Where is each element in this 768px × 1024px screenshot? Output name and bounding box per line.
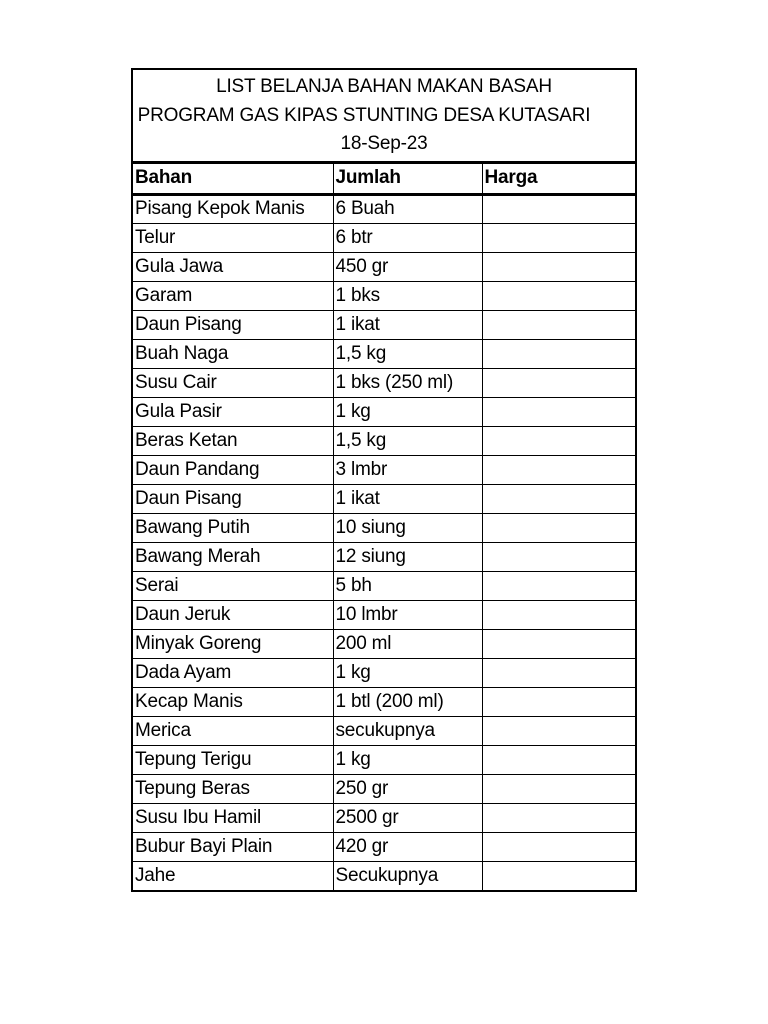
column-header-bahan: Bahan (133, 164, 333, 194)
cell-bahan: Beras Ketan (133, 426, 333, 455)
cell-harga (482, 397, 635, 426)
cell-harga (482, 368, 635, 397)
table-row (133, 803, 635, 832)
cell-bahan: Kecap Manis (133, 687, 333, 716)
cell-harga (482, 513, 635, 542)
table-row (133, 194, 635, 223)
cell-harga (482, 687, 635, 716)
cell-jumlah: 1 btl (200 ml) (333, 687, 482, 716)
title-line-2: PROGRAM GAS KIPAS STUNTING DESA KUTASARI (137, 104, 591, 126)
cell-harga (482, 223, 635, 252)
cell-jumlah: 12 siung (333, 542, 482, 571)
cell-harga (482, 455, 635, 484)
cell-bahan: Gula Jawa (133, 252, 333, 281)
cell-jumlah: 1 kg (333, 745, 482, 774)
header-row (133, 164, 635, 194)
table-row (133, 571, 635, 600)
table-row (133, 687, 635, 716)
cell-jumlah: 1,5 kg (333, 339, 482, 368)
cell-jumlah: 6 Buah (333, 194, 482, 223)
cell-jumlah: 10 lmbr (333, 600, 482, 629)
cell-bahan: Serai (133, 571, 333, 600)
table-row (133, 513, 635, 542)
table-row (133, 339, 635, 368)
cell-bahan: Susu Cair (133, 368, 333, 397)
cell-harga (482, 832, 635, 861)
table-row (133, 745, 635, 774)
cell-jumlah: 6 btr (333, 223, 482, 252)
title-block (133, 70, 635, 164)
table-row (133, 223, 635, 252)
cell-jumlah: 1 bks (333, 281, 482, 310)
table-row (133, 716, 635, 745)
title-line-1: LIST BELANJA BAHAN MAKAN BASAH (216, 76, 552, 98)
table-row (133, 658, 635, 687)
table-row (133, 397, 635, 426)
cell-harga (482, 310, 635, 339)
cell-bahan: Merica (133, 716, 333, 745)
cell-harga (482, 600, 635, 629)
cell-jumlah: 200 ml (333, 629, 482, 658)
table-row (133, 426, 635, 455)
cell-harga (482, 774, 635, 803)
table-row (133, 774, 635, 803)
cell-harga (482, 542, 635, 571)
cell-bahan: Gula Pasir (133, 397, 333, 426)
title-date: 18-Sep-23 (340, 132, 428, 154)
cell-harga (482, 339, 635, 368)
cell-harga (482, 658, 635, 687)
cell-harga (482, 426, 635, 455)
cell-bahan: Minyak Goreng (133, 629, 333, 658)
cell-jumlah: 1 ikat (333, 484, 482, 513)
cell-bahan: Susu Ibu Hamil (133, 803, 333, 832)
cell-harga (482, 484, 635, 513)
cell-bahan: Daun Pisang (133, 310, 333, 339)
cell-jumlah: 250 gr (333, 774, 482, 803)
cell-jumlah: 10 siung (333, 513, 482, 542)
table-row (133, 368, 635, 397)
cell-jumlah: 1 bks (250 ml) (333, 368, 482, 397)
cell-jumlah: 420 gr (333, 832, 482, 861)
cell-jumlah: 2500 gr (333, 803, 482, 832)
cell-harga (482, 252, 635, 281)
cell-harga (482, 571, 635, 600)
table-row (133, 629, 635, 658)
cell-bahan: Buah Naga (133, 339, 333, 368)
cell-jumlah: 5 bh (333, 571, 482, 600)
cell-bahan: Jahe (133, 861, 333, 890)
table-row (133, 252, 635, 281)
cell-jumlah: Secukupnya (333, 861, 482, 890)
table-row (133, 310, 635, 339)
table-row (133, 600, 635, 629)
cell-jumlah: secukupnya (333, 716, 482, 745)
cell-bahan: Garam (133, 281, 333, 310)
cell-bahan: Pisang Kepok Manis (133, 194, 333, 223)
table-row (133, 484, 635, 513)
cell-bahan: Bawang Merah (133, 542, 333, 571)
cell-bahan: Daun Pisang (133, 484, 333, 513)
cell-bahan: Bubur Bayi Plain (133, 832, 333, 861)
cell-harga (482, 803, 635, 832)
cell-harga (482, 281, 635, 310)
table-body (133, 194, 635, 890)
column-header-jumlah: Jumlah (333, 164, 482, 194)
cell-harga (482, 861, 635, 890)
cell-bahan: Bawang Putih (133, 513, 333, 542)
table-row (133, 455, 635, 484)
cell-jumlah: 1 kg (333, 397, 482, 426)
cell-harga (482, 745, 635, 774)
cell-harga (482, 194, 635, 223)
shopping-table (133, 164, 635, 890)
cell-bahan: Daun Jeruk (133, 600, 333, 629)
table-row (133, 281, 635, 310)
cell-bahan: Dada Ayam (133, 658, 333, 687)
cell-bahan: Telur (133, 223, 333, 252)
table-row (133, 861, 635, 890)
table-row (133, 832, 635, 861)
cell-jumlah: 450 gr (333, 252, 482, 281)
cell-harga (482, 629, 635, 658)
shopping-list-sheet (131, 68, 637, 892)
column-header-harga: Harga (482, 164, 635, 194)
cell-bahan: Tepung Terigu (133, 745, 333, 774)
cell-jumlah: 1,5 kg (333, 426, 482, 455)
cell-jumlah: 1 kg (333, 658, 482, 687)
cell-bahan: Daun Pandang (133, 455, 333, 484)
table-row (133, 542, 635, 571)
cell-jumlah: 3 lmbr (333, 455, 482, 484)
cell-jumlah: 1 ikat (333, 310, 482, 339)
cell-harga (482, 716, 635, 745)
cell-bahan: Tepung Beras (133, 774, 333, 803)
